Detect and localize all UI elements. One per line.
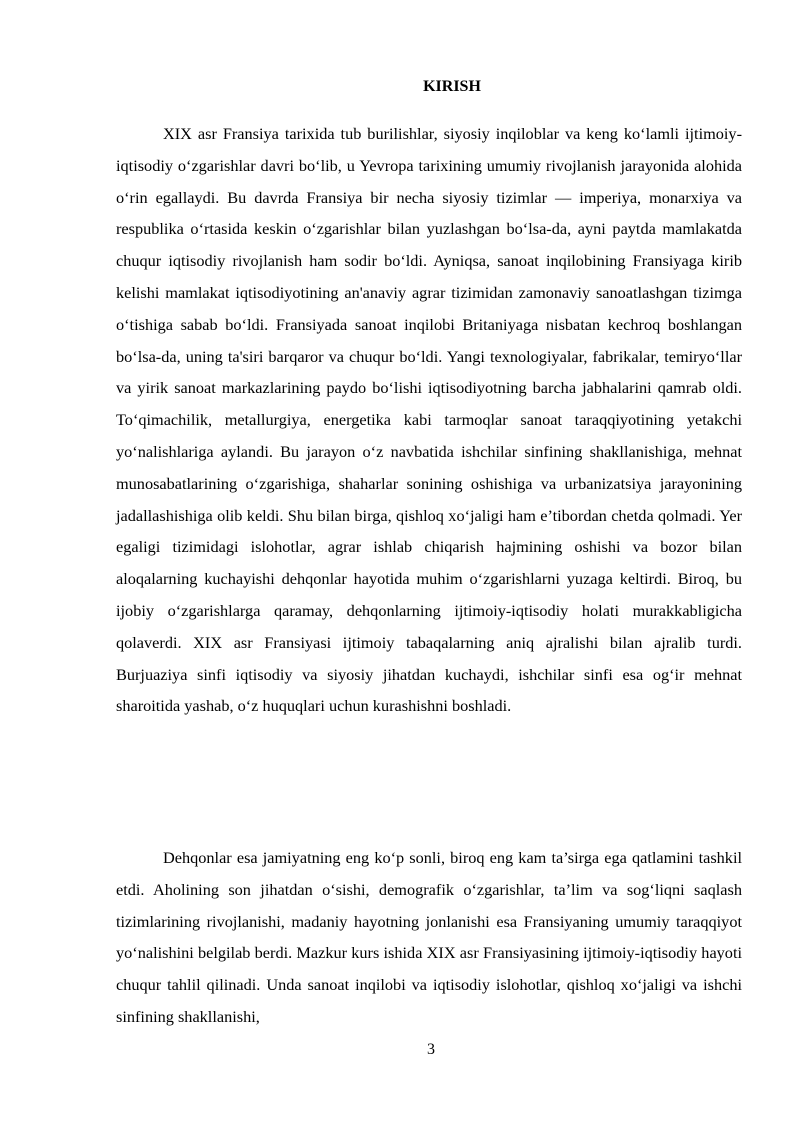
section-heading: KIRISH — [423, 78, 481, 95]
paragraph-text: Dehqonlar esa jamiyatning eng ko‘p sonli, biroq eng kam ta’sirga ega qatlamini tashkil etdi. Aholining son jihatdan o‘sishi, demografik o‘zgarishlar, ta’lim va sog‘liqni saqlash tizimlarining rivojlanishi, madaniy hayotning jonlanishi esa Fransiyaning umumiy taraqqiyot yo‘nalishini belgilab berdi. Mazkur kurs ishida XIX asr Fransiyasining ijtimoiy-iqtisodiy hayoti chuqur tahlil qilinadi. Unda sanoat inqilobi va iqtisodiy islohotlar, qishloq xo‘jaligi va ishchi sinfining shakllanishi, — [116, 848, 742, 1026]
body-paragraph-2 — [116, 842, 742, 1033]
body-paragraph-1 — [116, 118, 742, 722]
paragraph-text: XIX asr Fransiya tarixida tub burilishlar, siyosiy inqiloblar va keng ko‘lamli ijtimoiy-iqtisodiy o‘zgarishlar davri bo‘lib, u Yevropa tarixining umumiy rivojlanish jarayonida alohida o‘rin egallaydi. Bu davrda Fransiya bir necha siyosiy tizimlar — imperiya, monarxiya va respublika o‘rtasida keskin o‘zgarishlar bilan yuzlashgan bo‘lsa-da, ayni paytda mamlakatda chuqur iqtisodiy rivojlanish ham sodir bo‘ldi. Ayniqsa, sanoat inqilobining Fransiyaga kirib kelishi mamlakat iqtisodiyotining an'anaviy agrar tizimidan zamonaviy sanoatlashgan tizimga o‘tishiga sabab bo‘ldi. Fransiyada sanoat inqilobi Britaniyaga nisbatan kechroq boshlangan bo‘lsa-da, uning ta'siri barqaror va chuqur bo‘ldi. Yangi texnologiyalar, fabrikalar, temiryo‘llar va yirik sanoat markazlarining paydo bo‘lishi iqtisodiyotning barcha jabhalarini qamrab oldi. To‘qimachilik, metallurgiya, energetika kabi tarmoqlar sanoat taraqqiyotining yetakchi yo‘nalishlariga aylandi. Bu jarayon o‘z navbatida ishchilar sinfining shakllanishiga, mehnat munosabatlarining o‘zgarishiga, shaharlar sonining oshishiga va urbanizatsiya jarayonining jadallashishiga olib keldi. Shu bilan birga, qishloq xo‘jaligi ham e’tibordan chetda qolmadi. Yer egaligi tizimidagi islohotlar, agrar ishlab chiqarish hajmining oshishi va bozor bilan aloqalarning kuchayishi dehqonlar hayotida muhim o‘zgarishlarni yuzaga keltirdi. Biroq, bu ijobiy o‘zgarishlarga qaramay, dehqonlarning ijtimoiy-iqtisodiy holati murakkabligicha qolaverdi. XIX asr Fransiyasi ijtimoiy tabaqalarning aniq ajralishi bilan ajralib turdi. Burjuaziya sinfi iqtisodiy va siyosiy jihatdan kuchaydi, ishchilar sinfi esa og‘ir mehnat sharoitida yashab, o‘z huquqlari uchun kurashishni boshladi. — [116, 124, 742, 716]
page-number: 3 — [427, 1041, 435, 1058]
